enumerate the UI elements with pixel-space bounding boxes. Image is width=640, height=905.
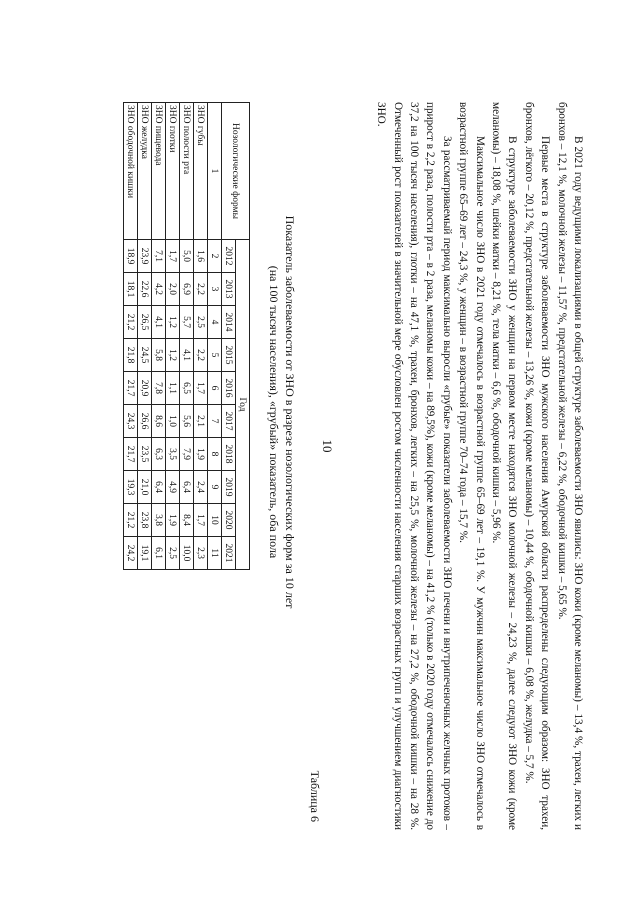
column-number: 3 xyxy=(208,273,222,306)
table-cell: 8,6 xyxy=(152,405,166,438)
year-header: 2021 xyxy=(222,537,236,570)
table-cell: 10,0 xyxy=(180,537,194,570)
table-cell: 6,4 xyxy=(180,471,194,504)
table-cell: 21,8 xyxy=(124,339,138,372)
table-cell: 24,5 xyxy=(138,339,152,372)
table-cell: 21,7 xyxy=(124,372,138,405)
table-cell: 6,3 xyxy=(152,438,166,471)
paragraph: Первые места в структуре заболеваемости ЗНО мужского населения Амурской области распределены следующим образом: ЗНО трахеи, бронхов, лёгкого – 20,12 %, предстательной железы – 13,26 %, кожи (кроме меланомы) – 10,44 %, ободочной кишки – 6,08 %, желудка – 5,7 %. xyxy=(522,102,552,830)
table-cell: 1,7 xyxy=(194,372,208,405)
table-row xyxy=(124,103,138,570)
year-header: 2017 xyxy=(222,405,236,438)
table-cell: 2,1 xyxy=(194,405,208,438)
caption-line: Показатель заболеваемости от ЗНО в разрезе нозологических форм за 10 лет xyxy=(283,215,297,609)
column-number: 10 xyxy=(208,504,222,537)
table-cell: 2,2 xyxy=(194,339,208,372)
rotated-page-content xyxy=(40,52,600,852)
table-cell: 26,5 xyxy=(138,306,152,339)
table-cell: 4,2 xyxy=(152,273,166,306)
table-cell: 20,9 xyxy=(138,372,152,405)
table-cell: 5,7 xyxy=(180,306,194,339)
table-cell: 21,0 xyxy=(138,471,152,504)
table-label: Таблица 6 xyxy=(308,770,322,822)
table-cell: 2,0 xyxy=(166,273,180,306)
year-header: 2018 xyxy=(222,438,236,471)
table-cell: 23,9 xyxy=(138,240,152,273)
body-text xyxy=(373,102,586,830)
table-cell: 4,1 xyxy=(180,339,194,372)
row-label: ЗНО глотки xyxy=(166,103,180,240)
column-number: 1 xyxy=(208,103,222,240)
table-cell: 1,9 xyxy=(194,438,208,471)
incidence-table xyxy=(123,102,250,570)
paragraph: За рассматриваемый период максимально выросли «грубые» показатели заболеваемости ЗНО печени и внутрипеченочных желчных протоков – прирост в 2,2 раза, полости рта – в 2 раза, меланомы кожи – на 89,5%), кожи (кроме меланомы) – на 41,2 % (только в 2020 году отмечалось снижение до 37,2 на 100 тысяч населения), глотки – на 47,1 %, трахеи, бронхов, легких – на 25,5 %, молочной железы – на 27,2 %, ободочной кишки – на 28 %. Отмеченный рост показателей в значительной мере обусловлен ростом численности населения старших возрастных групп и улучшением диагностики ЗНО. xyxy=(375,102,453,830)
column-number: 9 xyxy=(208,471,222,504)
column-number: 4 xyxy=(208,306,222,339)
table-cell: 2,4 xyxy=(194,471,208,504)
table-cell: 8,4 xyxy=(180,504,194,537)
year-header: 2015 xyxy=(222,339,236,372)
row-label: ЗНО желудка xyxy=(138,103,152,240)
table-cell: 19,3 xyxy=(124,471,138,504)
table-cell: 1,2 xyxy=(166,306,180,339)
table-cell: 21,7 xyxy=(124,438,138,471)
table-cell: 18,9 xyxy=(124,240,138,273)
column-number: 2 xyxy=(208,240,222,273)
caption-line: (на 100 тысяч населения), «грубый» показатель, оба пола xyxy=(267,265,281,559)
column-number: 5 xyxy=(208,339,222,372)
year-header: 2019 xyxy=(222,471,236,504)
table-row xyxy=(166,103,180,570)
table-cell: 1,0 xyxy=(166,405,180,438)
table-cell: 23,8 xyxy=(138,504,152,537)
table-caption xyxy=(266,92,298,732)
table-cell: 4,1 xyxy=(152,306,166,339)
table-cell: 6,1 xyxy=(152,537,166,570)
table-cell: 18,1 xyxy=(124,273,138,306)
table-cell: 3,5 xyxy=(166,438,180,471)
table-cell: 26,6 xyxy=(138,405,152,438)
table-row xyxy=(152,103,166,570)
column-number-row xyxy=(208,103,222,570)
year-header: 2012 xyxy=(222,240,236,273)
table-cell: 1,6 xyxy=(194,240,208,273)
paragraph: Максимальное число ЗНО в 2021 году отмечалось в возрастной группе 65–69 лет – 19,1 %. У мужчин максимальное число ЗНО отмечалось в возрастной группе 65–69 лет – 24,3 %, у женщин – в возрастной группе 70–74 года – 15,7 %. xyxy=(457,102,486,830)
table-cell: 5,0 xyxy=(180,240,194,273)
table-cell: 4,9 xyxy=(166,471,180,504)
row-label: ЗНО ободочной кишки xyxy=(124,103,138,240)
year-group-header: Год xyxy=(236,240,250,570)
table-cell: 24,3 xyxy=(124,405,138,438)
table-cell: 1,7 xyxy=(166,240,180,273)
year-header: 2013 xyxy=(222,273,236,306)
column-number: 8 xyxy=(208,438,222,471)
table-cell: 2,5 xyxy=(166,537,180,570)
table-cell: 7,9 xyxy=(180,438,194,471)
table-cell: 1,9 xyxy=(166,504,180,537)
table-cell: 5,6 xyxy=(180,405,194,438)
table-cell: 6,9 xyxy=(180,273,194,306)
column-header: Нозологические формы xyxy=(222,103,250,240)
table-cell: 5,8 xyxy=(152,339,166,372)
year-header: 2014 xyxy=(222,306,236,339)
table-cell: 1,7 xyxy=(194,504,208,537)
row-label: ЗНО полости рта xyxy=(180,103,194,240)
table-row xyxy=(138,103,152,570)
row-label: ЗНО пищевода xyxy=(152,103,166,240)
row-label: ЗНО губы xyxy=(194,103,208,240)
table-row xyxy=(180,103,194,570)
year-header: 2016 xyxy=(222,372,236,405)
table-cell: 3,8 xyxy=(152,504,166,537)
table-cell: 2,3 xyxy=(194,537,208,570)
table-cell: 7,1 xyxy=(152,240,166,273)
table-cell: 21,2 xyxy=(124,504,138,537)
page-number: 10 xyxy=(320,439,335,453)
column-number: 11 xyxy=(208,537,222,570)
column-number: 6 xyxy=(208,372,222,405)
table-cell: 21,2 xyxy=(124,306,138,339)
table-cell: 1,2 xyxy=(166,339,180,372)
table-header-row xyxy=(236,103,250,570)
paragraph: В 2021 году ведущими локализациями в общей структуре заболеваемости ЗНО явились: ЗНО кожи (кроме меланомы) – 13,4 %, трахеи, легких и бронхов – 12,1 %, молочной железы – 11,57 %, предстательной железы – 6,22 %, ободочной кишки – 5,65 %. xyxy=(555,102,584,830)
table-cell: 23,5 xyxy=(138,438,152,471)
table-cell: 6,4 xyxy=(152,471,166,504)
table-cell: 1,1 xyxy=(166,372,180,405)
paragraph: В структуре заболеваемости ЗНО у женщин на первом месте находятся ЗНО молочной железы – 24,23 %, далее следуют ЗНО кожи (кроме меланомы) – 18,08 %, шейки матки – 8,21 %, тела матки – 6,6 %, ободочной кишки – 5,96 %. xyxy=(489,102,519,830)
table-row xyxy=(194,103,208,570)
table-cell: 2,2 xyxy=(194,273,208,306)
table-cell: 22,6 xyxy=(138,273,152,306)
table-cell: 2,5 xyxy=(194,306,208,339)
year-header: 2020 xyxy=(222,504,236,537)
table-cell: 6,5 xyxy=(180,372,194,405)
table-cell: 24,2 xyxy=(124,537,138,570)
table-cell: 19,1 xyxy=(138,537,152,570)
column-number: 7 xyxy=(208,405,222,438)
table-cell: 7,8 xyxy=(152,372,166,405)
